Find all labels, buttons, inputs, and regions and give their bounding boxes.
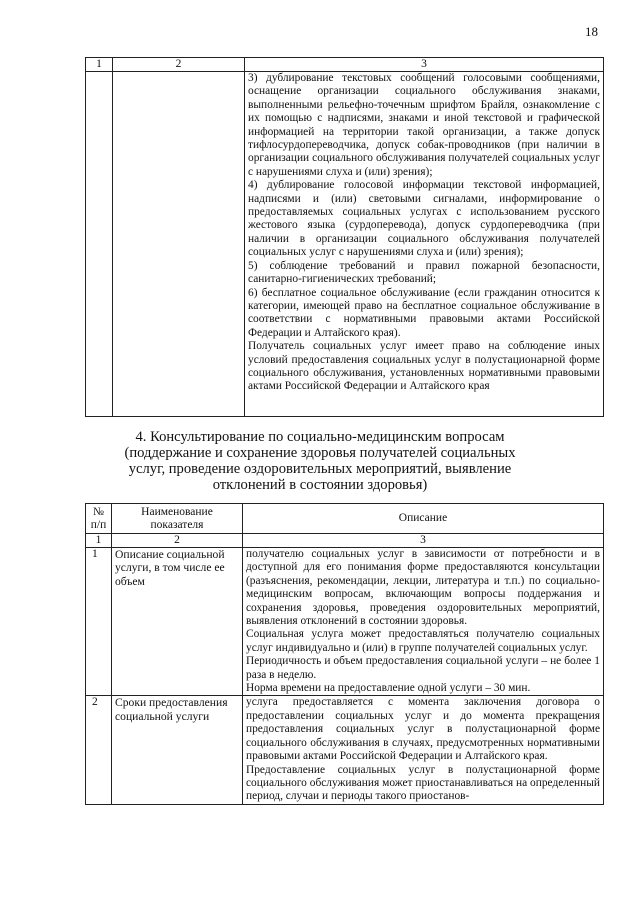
col-number-3: 3 xyxy=(245,58,604,72)
paragraph: получателю социальных услуг в зависимости от потребности и в доступной для его понимания форме предоставляются консультации (разъяснения, рекомендации, лекции, литература и т.п.) по социально-медицинским вопросам, включающим вопросы поддержания и сохранения здоровья, проведения оздоровительных мероприятий, выявления отклонений в состоянии здоровья. xyxy=(246,548,600,628)
paragraph: 6) бесплатное социальное обслуживание (если гражданин относится к категории, имеющей право на бесплатное социальное обслуживание в соответствии с нормативными правовыми актами Российской Федерации и Алтайского края). xyxy=(248,286,600,339)
table-row xyxy=(86,696,604,804)
table-row xyxy=(86,548,604,696)
row-name: Сроки предоставления социальной услуги xyxy=(112,696,243,804)
paragraph: услуга предоставляется с момента заключения договора о предоставлении социальных услуг и до момента прекращения предоставления социальных услуг в полустационарной форме социального обслуживания в случаях, предусмотренных нормативными правовыми актами Российской Федерации и Алтайского края. xyxy=(246,696,600,763)
col-number-1: 1 xyxy=(86,58,113,72)
paragraph: Периодичность и объем предоставления социальной услуги – не более 1 раза в неделю. xyxy=(246,655,600,681)
row-description xyxy=(243,696,604,804)
col-number-2: 2 xyxy=(113,58,245,72)
col-number-3: 3 xyxy=(243,534,604,548)
page-number: 18 xyxy=(585,24,598,39)
paragraph: 3) дублирование текстовых сообщений голосовыми сообщениями, оснащение организации социального обслуживания знаками, выполненными рельефно-точечным шрифтом Брайля, ознакомление с их помощью с надписями, знаками и иной текстовой и графической информацией на территории такой организации, а также допуск тифлосурдопереводчика, допуск собак-проводников (при наличии в организации социального обслуживания получателей социальных услуг с нарушениями слуха и (или) зрения); xyxy=(248,72,600,178)
col-header-description: Описание xyxy=(243,504,604,534)
service-table xyxy=(85,503,604,805)
description-cell xyxy=(245,72,604,417)
section-title-line: отклонений в состоянии здоровья) xyxy=(212,477,428,493)
paragraph: Социальная услуга может предоставляться получателю социальных услуг индивидуально и (или) в группе получателей социальных услуг. xyxy=(246,628,600,654)
section-title-line: (поддержание и сохранение здоровья получателей социальных xyxy=(124,445,516,461)
row-number: 2 xyxy=(86,696,112,804)
row-name: Описание социальной услуги, в том числе ее объем xyxy=(112,548,243,696)
section-title-line: 4. Консультирование по социально-медицинским вопросам xyxy=(135,429,505,445)
col-number-1: 1 xyxy=(86,534,112,548)
continuation-table xyxy=(85,57,604,417)
row-number: 1 xyxy=(86,548,112,696)
table-row xyxy=(86,72,604,417)
paragraph: Получатель социальных услуг имеет право на соблюдение иных условий предоставления социальных услуг в полустационарной форме социального обслуживания, установленных нормативными правовыми актами Российской Федерации и Алтайского края xyxy=(248,340,600,393)
row-description xyxy=(243,548,604,696)
col-number-2: 2 xyxy=(112,534,243,548)
section-title-line: услуг, проведение оздоровительных мероприятий, выявление xyxy=(128,461,512,477)
section-title xyxy=(100,429,540,493)
paragraph: Норма времени на предоставление одной услуги – 30 мин. xyxy=(246,682,531,695)
paragraph: 5) соблюдение требований и правил пожарной безопасности, санитарно-гигиенических требований; xyxy=(248,259,600,286)
column-number-row xyxy=(86,534,604,548)
column-header-row xyxy=(86,504,604,534)
paragraph: Предоставление социальных услуг в полустационарной форме социального обслуживания может приостанавливаться на определенный период, случаи и периоды такого приостанов- xyxy=(246,763,600,803)
col-header-number: № п/п xyxy=(86,504,112,534)
column-number-row xyxy=(86,58,604,72)
paragraph: 4) дублирование голосовой информации текстовой информацией, надписями и (или) световыми сигналами, информирование о предоставляемых социальных услугах с использованием русского жестового языка (сурдоперевода), допуск сурдопереводчика (при наличии в организации социального обслуживания получателей социальных услуг с нарушениями слуха и (или) зрения); xyxy=(248,179,600,259)
col-header-name: Наименование показателя xyxy=(112,504,243,534)
